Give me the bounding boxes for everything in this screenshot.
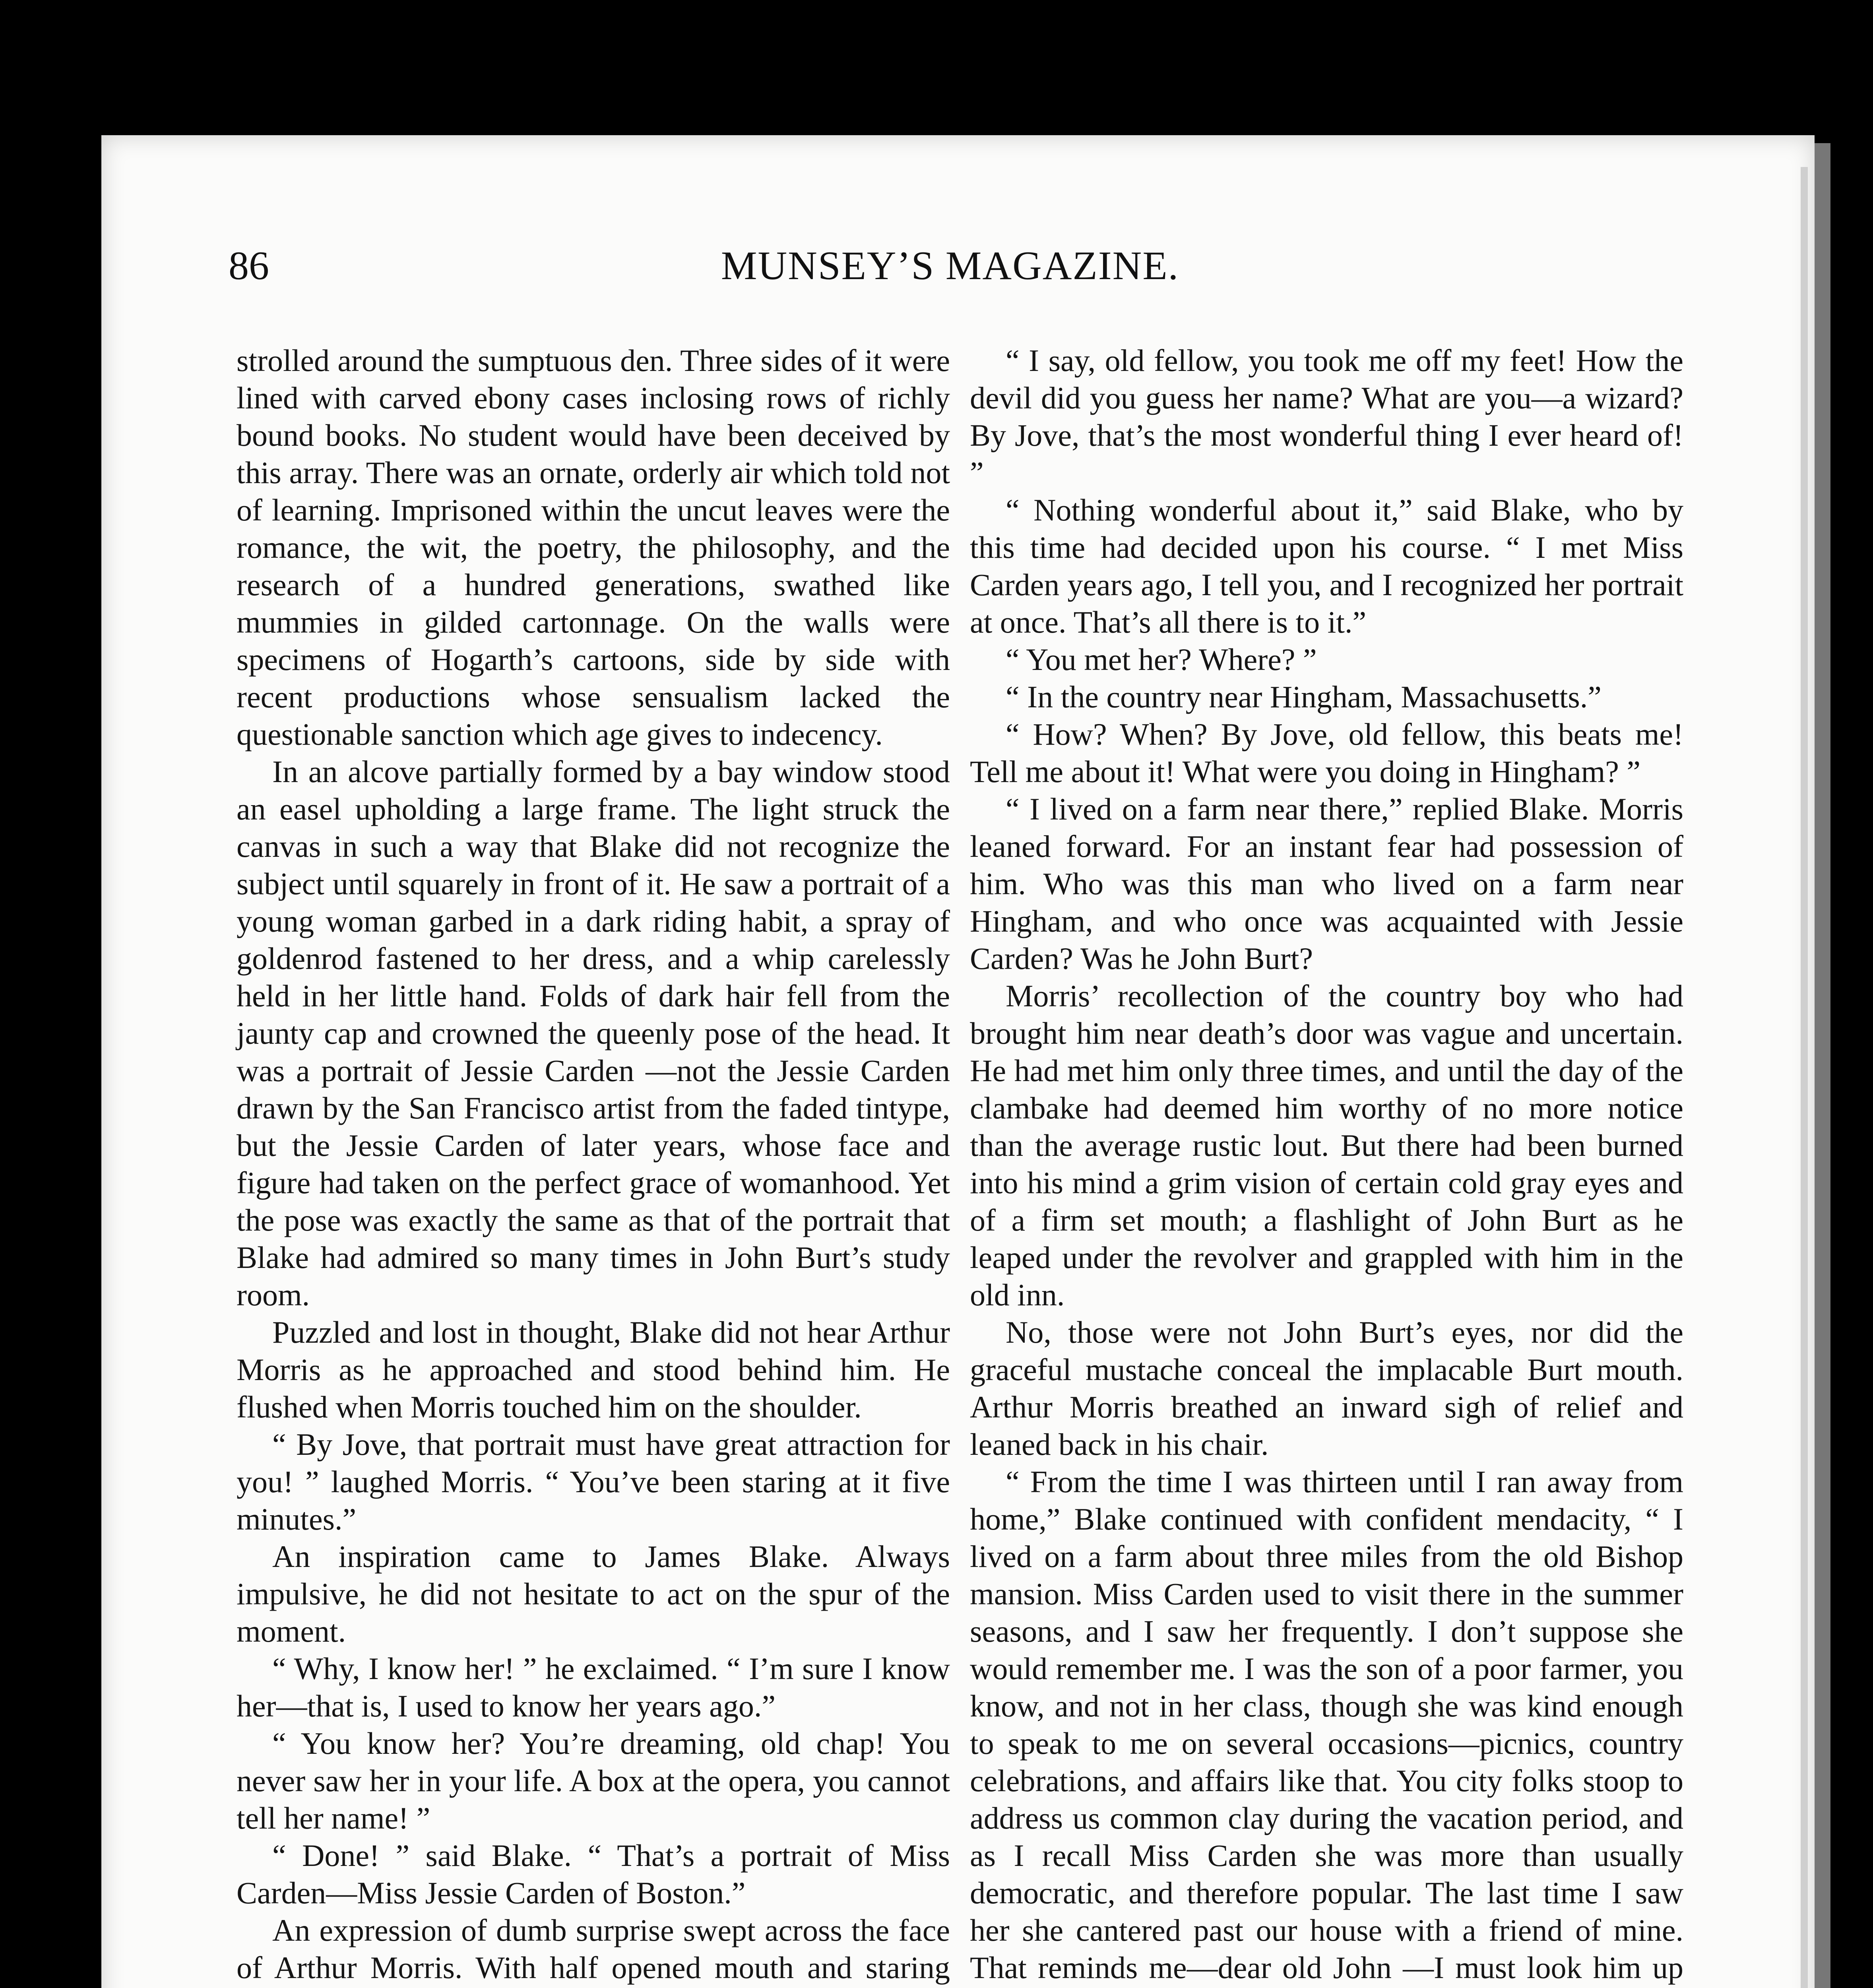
paragraph: Puzzled and lost in thought, Blake did not hear Arthur Morris as he approached and stood behind him. He flushed when Morris touched him on the shoulder. <box>237 1315 950 1424</box>
paragraph: Morris’ recollection of the country boy who had brought him near death’s door was vague and uncertain. He had met him only three times, and until the day of the clambake had deemed him worthy of no more notice than the average rustic lout. But there had been burned into his mind a grim vision of certain cold gray eyes and of a firm set mouth; a flashlight of John Burt as he leaped under the revolver and grappled with him in the old inn. <box>970 978 1683 1312</box>
paragraph: “ Nothing wonderful about it,” said Blake, who by this time had decided upon his course. “ I met Miss Carden years ago, I tell you, and I recognized her portrait at once. That’s all there is to it.” <box>970 493 1683 639</box>
paragraph: “ You know her? You’re dreaming, old chap! You never saw her in your life. A box at the opera, you cannot tell her name! ” <box>237 1726 950 1835</box>
paragraph: “ In the country near Hingham, Massachusetts.” <box>1006 679 1602 714</box>
right-text-column <box>970 342 1683 1988</box>
paragraph: “ You met her? Where? ” <box>1006 642 1317 677</box>
paragraph: “ By Jove, that portrait must have great attraction for you! ” laughed Morris. “ You’ve been staring at it five minutes.” <box>237 1427 950 1536</box>
paragraph: “ Done! ” said Blake. “ That’s a portrait of Miss Carden—Miss Jessie Carden of Boston.” <box>237 1838 950 1910</box>
paragraph: strolled around the sumptuous den. Three sides of it were lined with carved ebony cases inclosing rows of richly bound books. No student would have been deceived by this array. There was an ornate, orderly air which told not of learning. Imprisoned within the uncut leaves were the romance, the wit, the poetry, the philosophy, and the research of a hundred generations, swathed like mummies in gilded cartonnage. On the walls were specimens of Hogarth’s cartoons, side by side with recent productions whose sensualism lacked the questionable sanction which age gives to indecency. <box>237 343 950 751</box>
page-number: 86 <box>229 243 269 288</box>
next-page-edge <box>1815 143 1830 1988</box>
paragraph: An inspiration came to James Blake. Always impulsive, he did not hesitate to act on the spur of the moment. <box>237 1539 950 1648</box>
paragraph: “ Why, I know her! ” he exclaimed. “ I’m sure I know her—that is, I used to know her years ago.” <box>237 1651 950 1723</box>
paragraph: No, those were not John Burt’s eyes, nor did the graceful mustache conceal the implacable Burt mouth. Arthur Morris breathed an inward sigh of relief and leaned back in his chair. <box>970 1315 1683 1462</box>
paragraph: “ I say, old fellow, you took me off my feet! How the devil did you guess her name? What are you—a wizard? By Jove, that’s the most wonderful thing I ever heard of! ” <box>970 343 1683 490</box>
page-header <box>229 243 1671 306</box>
paragraph: An expression of dumb surprise swept across the face of Arthur Morris. With half opened mouth and staring <box>237 1913 950 1985</box>
paragraph: In an alcove partially formed by a bay window stood an easel upholding a large frame. The light struck the canvas in such a way that Blake did not recognize the subject until squarely in front of it. He saw a portrait of a young woman garbed in a dark riding habit, a spray of goldenrod fastened to her dress, and a whip carelessly held in her little hand. Folds of dark hair fell from the jaunty cap and crowned the queenly pose of the head. It was a portrait of Jessie Carden —not the Jessie Carden drawn by the San Francisco artist from the faded tintype, but the Jessie Carden of later years, whose face and figure had taken on the perfect grace of womanhood. Yet the pose was exactly the same as that of the portrait that Blake had admired so many times in John Burt’s study room. <box>237 754 950 1312</box>
paragraph: “ How? When? By Jove, old fellow, this beats me! Tell me about it! What were you doing in Hingham? ” <box>970 717 1683 789</box>
page-fold-shadow <box>1801 167 1808 1988</box>
paragraph: “ From the time I was thirteen until I ran away from home,” Blake continued with confident mendacity, “ I lived on a farm about three miles from the old Bishop mansion. Miss Carden used to visit there in the summer seasons, and I saw her frequently. I don’t suppose she would remember me. I was the son of a poor farmer, you know, and not in her class, though she was kind enough to speak to me on several occasions—picnics, country celebrations, and affairs like that. You city folks stoop to address us common clay during the vacation period, and as I recall Miss Carden she was more than usually democratic, and therefore popular. The last time I saw her she cantered past our house with a friend of mine. That reminds me—dear old John —I must look him up <box>970 1464 1683 1985</box>
magazine-title: MUNSEY’S MAGAZINE. <box>721 243 1179 288</box>
paragraph: “ I lived on a farm near there,” replied Blake. Morris leaned forward. For an instant fear had possession of him. Who was this man who lived on a farm near Hingham, and who once was acquainted with Jessie Carden? Was he John Burt? <box>970 792 1683 976</box>
left-text-column <box>237 342 950 1988</box>
